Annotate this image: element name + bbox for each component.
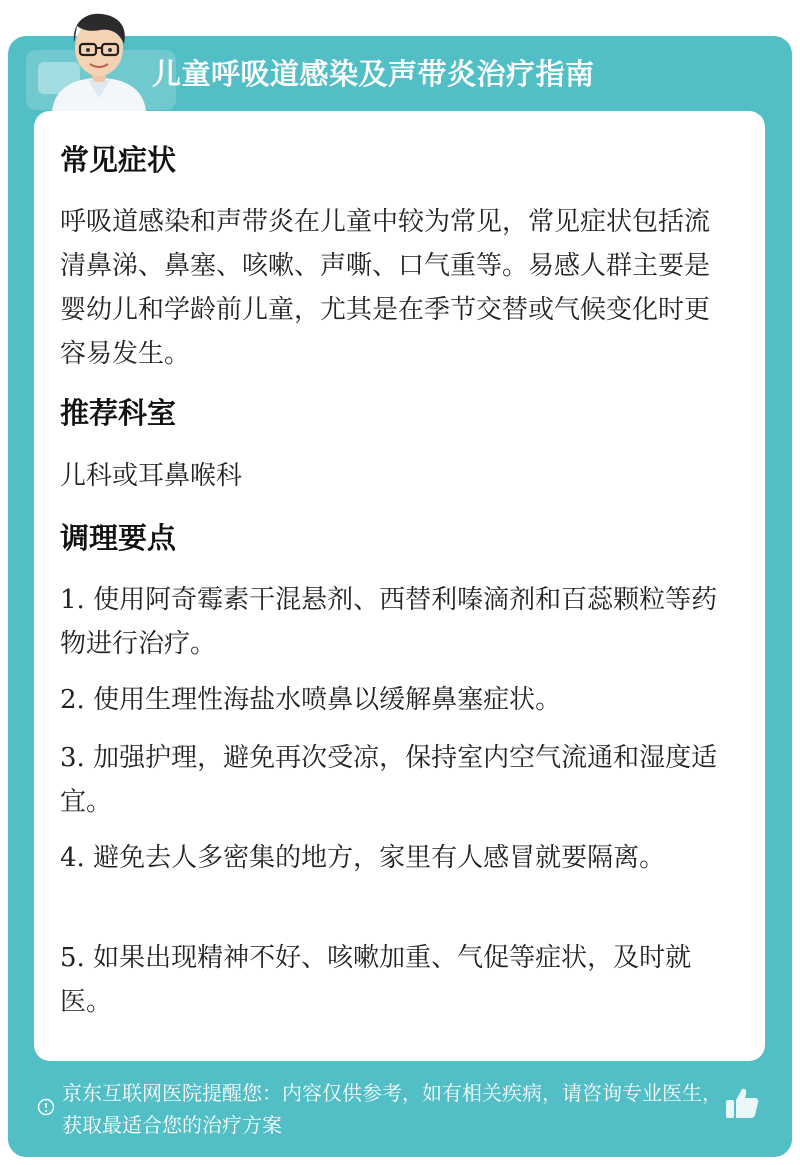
- care-item-text: 加强护理，避免再次受凉，保持室内空气流通和湿度适宜。: [60, 743, 718, 817]
- care-item: [60, 836, 728, 880]
- doctor-avatar-icon: [44, 6, 154, 112]
- care-item-text: 使用生理性海盐水喷鼻以缓解鼻塞症状。: [93, 685, 562, 715]
- care-item: [60, 936, 728, 1024]
- care-heading: 调理要点: [60, 521, 177, 555]
- care-item: [60, 578, 728, 666]
- page-title: 儿童呼吸道感染及声带炎治疗指南: [152, 57, 595, 91]
- department-heading: 推荐科室: [60, 396, 177, 430]
- care-item-number: 2.: [60, 685, 85, 715]
- thumbs-up-icon[interactable]: [724, 1085, 760, 1121]
- care-item-text: 避免去人多密集的地方，家里有人感冒就要隔离。: [93, 843, 666, 873]
- care-item: [60, 678, 728, 722]
- care-item-text: 使用阿奇霉素干混悬剂、西替利嗪滴剂和百蕊颗粒等药物进行治疗。: [60, 585, 718, 659]
- care-item-number: 4.: [60, 843, 85, 873]
- department-text: 儿科或耳鼻喉科: [60, 461, 243, 491]
- care-item-text: 如果出现精神不好、咳嗽加重、气促等症状，及时就医。: [60, 943, 692, 1017]
- symptoms-heading: 常见症状: [60, 143, 177, 177]
- disclaimer-text: 京东互联网医院提醒您：内容仅供参考，如有相关疾病，请咨询专业医生，获取最适合您的治疗方案: [62, 1081, 722, 1137]
- care-item-number: 5.: [60, 943, 85, 973]
- care-item-number: 3.: [60, 743, 85, 773]
- info-icon: [37, 1098, 55, 1116]
- care-item-number: 1.: [60, 585, 85, 615]
- care-item: [60, 736, 728, 824]
- symptoms-text: 呼吸道感染和声带炎在儿童中较为常见，常见症状包括流清鼻涕、鼻塞、咳嗽、声嘶、口气重等。易感人群主要是婴幼儿和学龄前儿童，尤其是在季节交替或气候变化时更容易发生。: [60, 207, 711, 369]
